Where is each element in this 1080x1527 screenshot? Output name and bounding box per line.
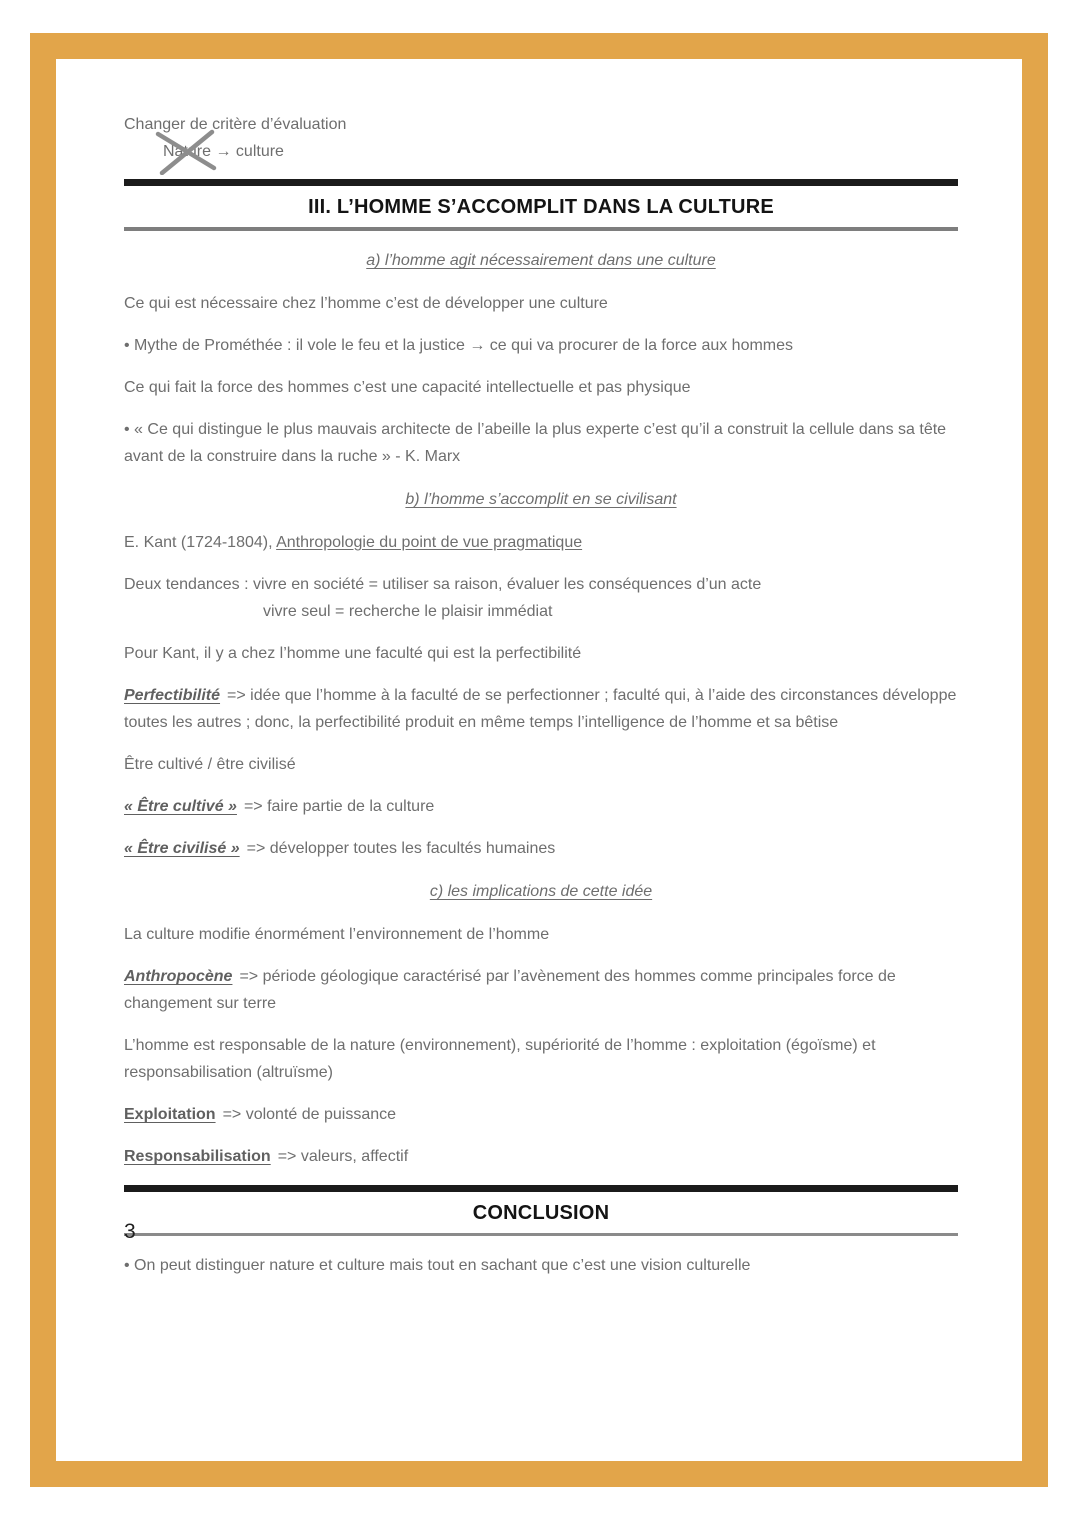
definition-perfectibilite	[124, 682, 958, 736]
paragraph-responsable: L’homme est responsable de la nature (environnement), supériorité de l’homme : exploitation (égoïsme) et responsabilisation (altruïsme)	[124, 1037, 876, 1081]
subsection-b-heading: b) l’homme s’accomplit en se civilisant	[405, 491, 677, 508]
bullet-conclusion: • On peut distinguer nature et culture mais tout en sachant que c’est une vision culturelle	[124, 1257, 751, 1274]
conclusion-heading-block	[124, 1185, 958, 1236]
rule-thin	[124, 1233, 958, 1236]
crossed-word	[163, 138, 211, 165]
bullet-marx-quote: • « Ce qui distingue le plus mauvais architecte de l’abeille la plus experte c’est qu’il a construit la cellule dans sa tête avant de la construire dans la ruche » - K. Marx	[124, 421, 947, 465]
definition-anthropocene-text: => période géologique caractérisé par l’avènement des hommes comme principales force de changement sur terre	[124, 968, 896, 1012]
paragraph-culture-modifie: La culture modifie énormément l’environnement de l’homme	[124, 926, 550, 943]
definition-cultive	[124, 793, 958, 820]
term-etre-cultive: « Être cultivé »	[124, 798, 237, 815]
definition-perfectibilite-text: => idée que l’homme à la faculté de se perfectionner ; faculté qui, à l’aide des circonstances développe toutes les autres ; donc, la perfectibilité produit en même temps l’intelligence de l’homme et sa bêtise	[124, 687, 957, 731]
page-number: 3	[124, 1220, 136, 1243]
term-anthropocene: Anthropocène	[124, 968, 233, 985]
section-3-heading-block	[124, 179, 958, 231]
paragraph-pour-kant: Pour Kant, il y a chez l’homme une faculté qui est la perfectibilité	[124, 645, 582, 662]
definition-civilise	[124, 835, 958, 862]
paragraph-etre: Être cultivé / être civilisé	[124, 756, 296, 773]
conclusion-title: CONCLUSION	[472, 1202, 610, 1224]
definition-responsabilisation-text: => valeurs, affectif	[277, 1148, 409, 1165]
term-etre-civilise: « Être civilisé »	[124, 840, 240, 857]
kant-reference	[124, 529, 958, 556]
tendances-line1: Deux tendances : vivre en société = utiliser sa raison, évaluer les conséquences d’un acte	[124, 576, 762, 593]
definition-civilise-text: => développer toutes les facultés humaines	[246, 840, 556, 857]
kant-reference-prefix: E. Kant (1724-1804),	[124, 534, 277, 551]
kant-book-title: Anthropologie du point de vue pragmatique	[276, 534, 583, 551]
crossed-word-text: Nature	[163, 143, 212, 160]
rule-thin	[124, 227, 958, 231]
term-perfectibilite: Perfectibilité	[124, 687, 221, 704]
section-3-title: III. L’HOMME S’ACCOMPLIT DANS LA CULTURE	[308, 196, 774, 218]
tendances-line2: vivre seul = recherche le plaisir immédiat	[263, 603, 553, 620]
note-line2	[163, 138, 958, 165]
subsection-c-heading: c) les implications de cette idée	[429, 883, 653, 900]
page-content	[56, 59, 1022, 1279]
note-line1: Changer de critère d’évaluation	[124, 116, 347, 133]
term-exploitation: Exploitation	[124, 1106, 216, 1123]
definition-exploitation-text: => volonté de puissance	[222, 1106, 397, 1123]
page-border-frame	[30, 33, 1048, 1487]
note-arrow-text: → culture	[215, 143, 284, 160]
subsection-a-heading: a) l’homme agit nécessairement dans une culture	[366, 252, 716, 269]
rule-thick	[124, 1185, 958, 1192]
definition-anthropocene	[124, 963, 958, 1017]
term-responsabilisation: Responsabilisation	[124, 1148, 271, 1165]
definition-exploitation	[124, 1101, 958, 1128]
paragraph-force: Ce qui fait la force des hommes c’est une capacité intellectuelle et pas physique	[124, 379, 691, 396]
definition-cultive-text: => faire partie de la culture	[243, 798, 435, 815]
rule-thick	[124, 179, 958, 186]
header-note	[124, 111, 958, 165]
definition-responsabilisation	[124, 1143, 958, 1170]
bullet-promethee: • Mythe de Prométhée : il vole le feu et la justice → ce qui va procurer de la force aux hommes	[124, 337, 794, 354]
paragraph-necessaire: Ce qui est nécessaire chez l’homme c’est de développer une culture	[124, 295, 608, 312]
paragraph-tendances	[124, 571, 958, 625]
